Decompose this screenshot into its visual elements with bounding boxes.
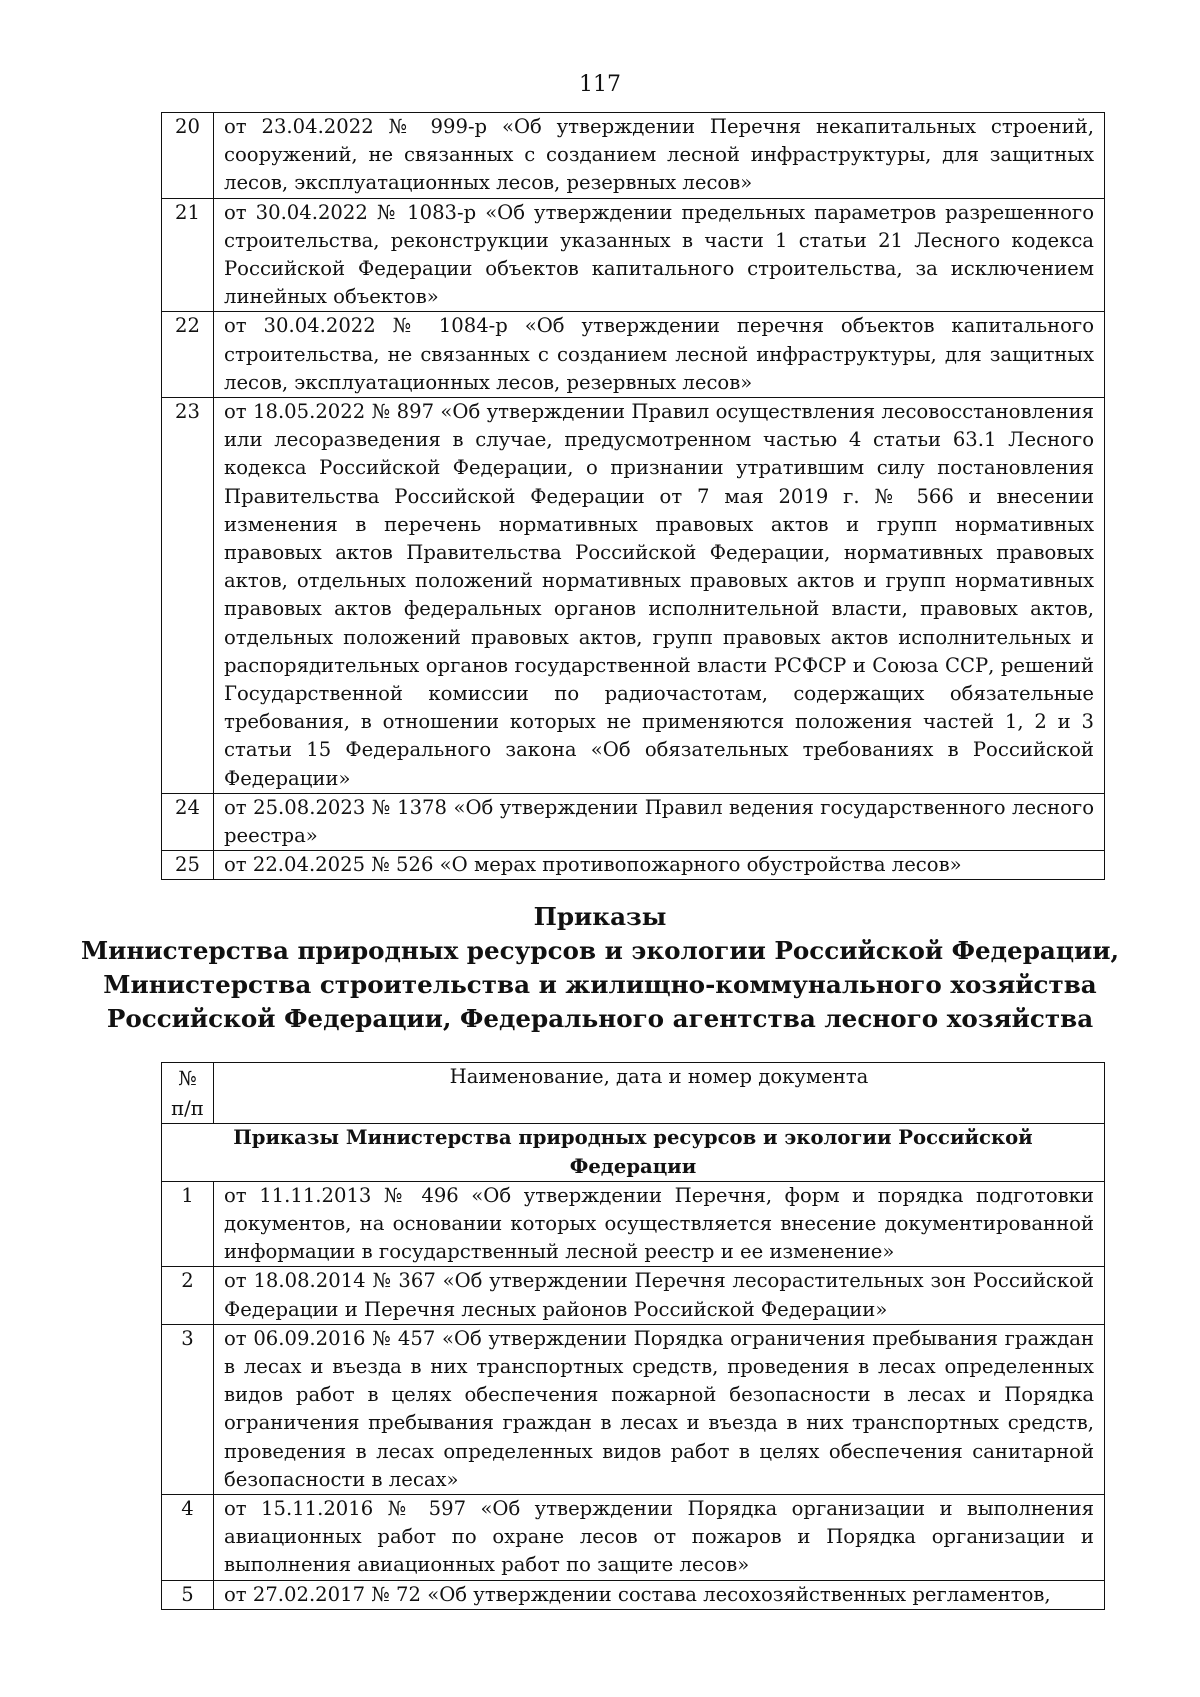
- row-number: 24: [162, 793, 214, 850]
- document-title: от 30.04.2022 № 1084-р «Об утверждении перечня объектов капитального строительства, не связанных с созданием лесной инфраструктуры, для защитных лесов, эксплуатационных лесов, резервных лесов»: [214, 312, 1105, 398]
- document-title: от 15.11.2016 № 597 «Об утверждении Порядка организации и выполнения авиационных работ по охране лесов от пожаров и Порядка организации и выполнения авиационных работ по защите лесов»: [214, 1495, 1105, 1581]
- table-row: [162, 851, 1105, 880]
- table-row: [162, 312, 1105, 398]
- document-title: от 18.08.2014 № 367 «Об утверждении Перечня лесорастительных зон Российской Федерации и Перечня лесных районов Российской Федерации»: [214, 1267, 1105, 1324]
- number-header-abbrev: п/п: [171, 1097, 204, 1121]
- table-row: [162, 793, 1105, 850]
- row-number: 2: [162, 1267, 214, 1324]
- table-row: [162, 113, 1105, 199]
- number-column-header: [162, 1063, 214, 1124]
- document-title: от 25.08.2023 № 1378 «Об утверждении Правил ведения государственного лесного реестра»: [214, 793, 1105, 850]
- table-header-row: [162, 1063, 1105, 1124]
- row-number: 3: [162, 1324, 214, 1494]
- section-heading: [0, 900, 1200, 1036]
- row-number: 22: [162, 312, 214, 398]
- table-section-row: [162, 1124, 1105, 1181]
- row-number: 20: [162, 113, 214, 199]
- row-number: 4: [162, 1495, 214, 1581]
- row-number: 1: [162, 1181, 214, 1267]
- table-row: [162, 198, 1105, 312]
- row-number: 21: [162, 198, 214, 312]
- heading-line: Министерства строительства и жилищно-коммунального хозяйства: [103, 970, 1097, 999]
- heading-line: Российской Федерации, Федерального агентства лесного хозяйства: [106, 1004, 1094, 1033]
- section-title: Приказы Министерства природных ресурсов и экологии Российской Федерации: [162, 1124, 1105, 1181]
- table-row: [162, 1267, 1105, 1324]
- table-row: [162, 1495, 1105, 1581]
- document-title: от 22.04.2025 № 526 «О мерах противопожарного обустройства лесов»: [214, 851, 1105, 880]
- document-title: от 27.02.2017 № 72 «Об утверждении состава лесохозяйственных регламентов,: [214, 1580, 1105, 1609]
- ministry-orders-table: [161, 1062, 1105, 1610]
- document-title: от 23.04.2022 № 999-р «Об утверждении Перечня некапитальных строений, сооружений, не связанных с созданием лесной инфраструктуры, для защитных лесов, эксплуатационных лесов, резервных лесов»: [214, 113, 1105, 199]
- table-row: [162, 1324, 1105, 1494]
- page-number: 117: [579, 72, 621, 97]
- table-row: [162, 1181, 1105, 1267]
- document-title: от 06.09.2016 № 457 «Об утверждении Порядка ограничения пребывания граждан в лесах и въезда в них транспортных средств, проведения в лесах определенных видов работ в целях обеспечения пожарной безопасности в лесах и Порядка ограничения пребывания граждан в лесах и въезда в них транспортных средств, проведения в лесах определенных видов работ в целях обеспечения санитарной безопасности в лесах»: [214, 1324, 1105, 1494]
- row-number: 23: [162, 398, 214, 794]
- document-title: от 30.04.2022 № 1083-р «Об утверждении предельных параметров разрешенного строительства, реконструкции указанных в части 1 статьи 21 Лесного кодекса Российской Федерации объектов капитального строительства, за исключением линейных объектов»: [214, 198, 1105, 312]
- row-number: 5: [162, 1580, 214, 1609]
- table-row: [162, 1580, 1105, 1609]
- document-title: от 18.05.2022 № 897 «Об утверждении Правил осуществления лесовосстановления или лесоразведения в случае, предусмотренном частью 4 статьи 63.1 Лесного кодекса Российской Федерации, о признании утратившим силу постановления Правительства Российской Федерации от 7 мая 2019 г. № 566 и внесении изменения в перечень нормативных правовых актов и групп нормативных правовых актов Правительства Российской Федерации, нормативных правовых актов, отдельных положений нормативных правовых актов и групп нормативных правовых актов федеральных органов исполнительной власти, правовых актов, отдельных положений правовых актов, групп правовых актов исполнительных и распорядительных органов государственной власти РСФСР и Союза ССР, решений Государственной комиссии по радиочастотам, содержащих обязательные требования, в отношении которых не применяются положения частей 1, 2 и 3 статьи 15 Федерального закона «Об обязательных требованиях в Российской Федерации»: [214, 398, 1105, 794]
- table-row: [162, 398, 1105, 794]
- number-header-symbol: №: [178, 1067, 197, 1090]
- document-title: от 11.11.2013 № 496 «Об утверждении Перечня, форм и порядка подготовки документов, на основании которых осуществляется внесение документированной информации в государственный лесной реестр и ее изменение»: [214, 1181, 1105, 1267]
- heading-line: Министерства природных ресурсов и экологии Российской Федерации,: [80, 936, 1120, 965]
- title-column-header: Наименование, дата и номер документа: [214, 1063, 1105, 1124]
- government-orders-table: [161, 112, 1105, 880]
- heading-line: Приказы: [533, 902, 667, 931]
- row-number: 25: [162, 851, 214, 880]
